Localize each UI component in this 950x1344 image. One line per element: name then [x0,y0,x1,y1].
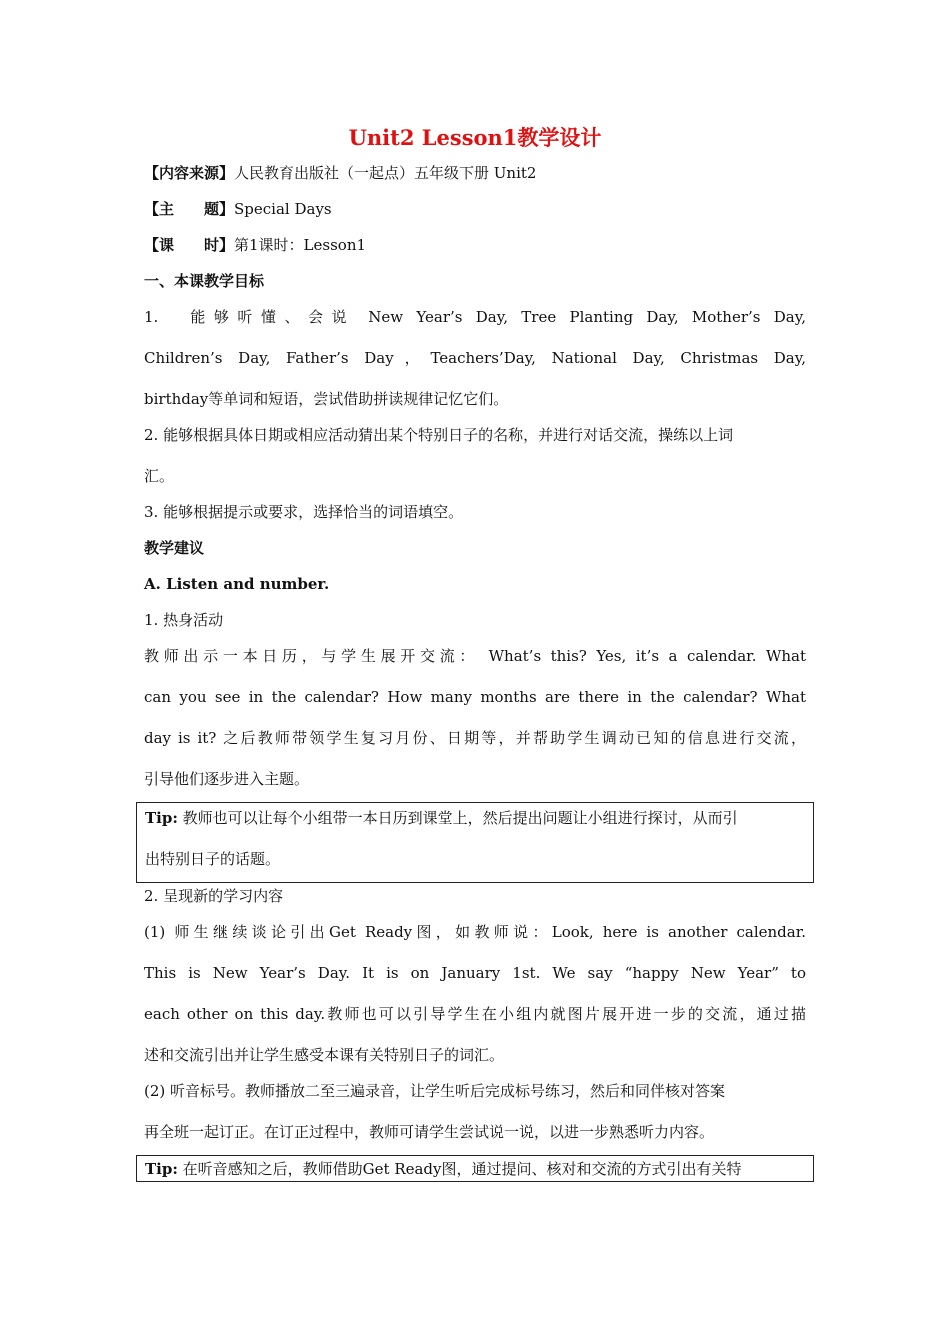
tip-1-line-2: 出特别日子的话题。 [145,850,281,868]
warmup-line-1: 教师出示一本日历，与学生展开交流： What’s this? Yes, it’s a calendar. What [144,647,806,665]
present-1-line-4: 述和交流引出并让学生感受本课有关特别日子的词汇。 [144,1046,505,1064]
objective-1-line-3: birthday等单词和短语，尝试借助拼读规律记忆它们。 [144,390,509,408]
warmup-line-4: 引导他们逐步进入主题。 [144,770,310,788]
objective-3-line-1: 3. 能够根据提示或要求，选择恰当的词语填空。 [144,503,464,521]
present-1-line-1: (1) 师生继续谈论引出Get Ready图，如教师说：Look, here is another calendar. [144,923,806,941]
tip-box-2 [136,1155,814,1182]
objective-2-line-1: 2. 能够根据具体日期或相应活动猜出某个特别日子的名称，并进行对话交流，操练以上词 [144,426,734,444]
meta-topic-label: 【主 题】 [144,200,235,218]
tip-1-text: 教师也可以让每个小组带一本日历到课堂上，然后提出问题让小组进行探讨，从而引 [177,809,738,827]
tip-1-line-1 [145,807,805,829]
meta-period-value: 第1课时：Lesson1 [234,236,367,254]
objective-2-line-2: 汇。 [144,467,175,485]
meta-period [144,234,806,256]
present-1-line-2: This is New Year’s Day. It is on January 1st. We say “happy New Year” to [144,964,806,982]
objective-1-line-2: Children’s Day, Father’s Day，Teachers’Day, National Day, Christmas Day, [144,349,806,367]
warmup-line-3: day is it? 之后教师带领学生复习月份、日期等，并帮助学生调动已知的信息进行交流， [144,729,806,747]
meta-source [144,162,806,184]
present-2-line-2: 再全班一起订正。在订正过程中，教师可请学生尝试说一说，以进一步熟悉听力内容。 [144,1123,715,1141]
meta-topic [144,198,806,220]
document-title: Unit2 Lesson1教学设计 [348,125,602,150]
objectives-heading: 一、本课教学目标 [144,272,265,290]
tip-2-label: Tip: [145,1160,178,1178]
warmup-title: 1. 热身活动 [144,611,224,629]
tip-2-text: 在听音感知之后，教师借助Get Ready图，通过提问、核对和交流的方式引出有关特 [177,1160,742,1178]
warmup-line-2: can you see in the calendar? How many months are there in the calendar? What [144,688,806,706]
suggestions-heading: 教学建议 [144,539,205,557]
meta-source-value: 人民教育出版社（一起点）五年级下册 Unit2 [234,164,537,182]
present-1-line-3: each other on this day.教师也可以引导学生在小组内就图片展开进一步的交流，通过描 [144,1005,806,1023]
section-a-heading: A. Listen and number. [144,575,330,593]
tip-1-label: Tip: [145,809,178,827]
present-title: 2. 呈现新的学习内容 [144,887,284,905]
meta-topic-value: Special Days [234,200,332,218]
tip-2-line-1 [145,1158,805,1180]
tip-box-1 [136,802,814,883]
meta-source-label: 【内容来源】 [144,164,235,182]
objective-1-line-1: 1. 能够听懂、会说 New Year’s Day, Tree Planting Day, Mother’s Day, [144,308,806,326]
present-2-line-1: (2) 听音标号。教师播放二至三遍录音，让学生听后完成标号练习，然后和同伴核对答案 [144,1082,726,1100]
meta-period-label: 【课 时】 [144,236,235,254]
